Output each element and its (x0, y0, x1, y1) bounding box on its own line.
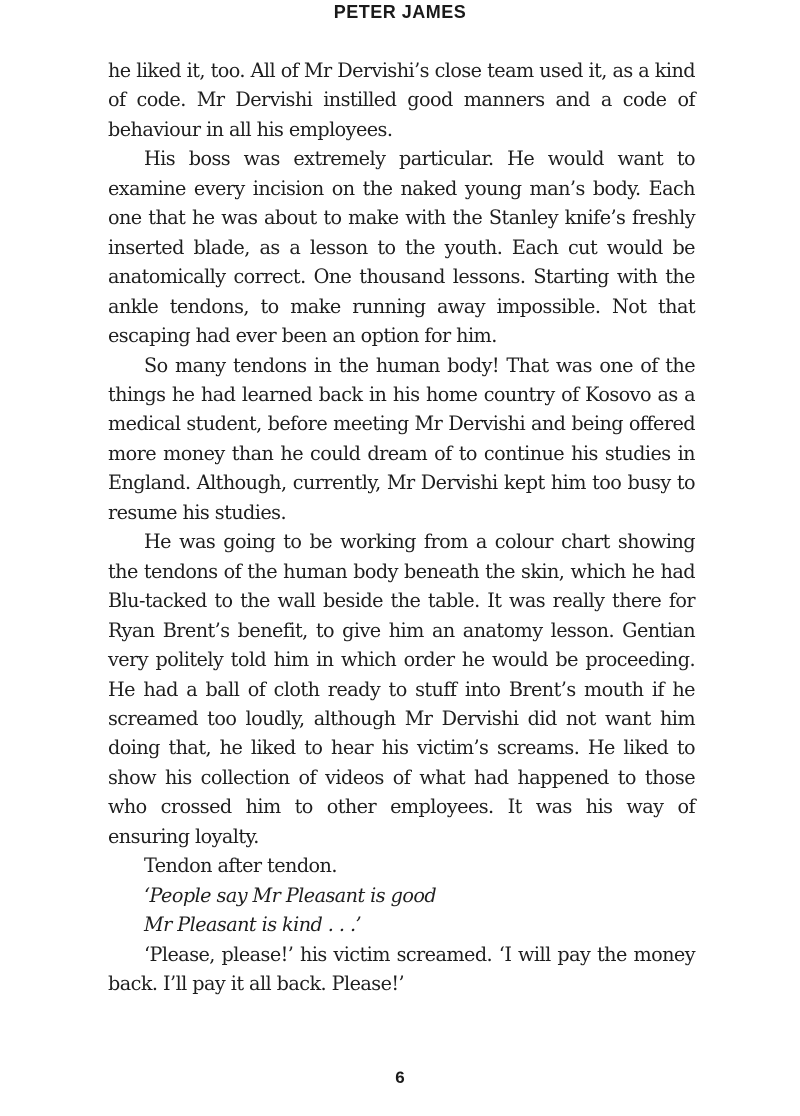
paragraph-2: His boss was extremely particular. He would want to examine every incision on the naked young man’s body. Each one that he was about to make with the Stanley knife’s freshly inserted blade, as a lesson to the youth. Each cut would be anatomically correct. One thousand lessons. Starting with the ankle tendons, to make running away impossible. Not that escaping had ever been an option for him. (108, 147, 695, 348)
paragraph-3: So many tendons in the human body! That was one of the things he had learned back in his home country of Kosovo as a medical student, before meeting Mr Dervishi and being offered more money than he could dream of to continue his studies in England. Although, currently, Mr Dervishi kept him too busy to resume his studies. (108, 353, 695, 524)
running-head: PETER JAMES (333, 2, 467, 22)
paragraph-1: he liked it, too. All of Mr Dervishi’s close team used it, as a kind of code. Mr Dervishi instilled good manners and a code of behaviour in all his employees. (108, 59, 695, 141)
verse-line-2: Mr Pleasant is kind . . .’ (144, 913, 362, 937)
paragraph-4: He was going to be working from a colour chart showing the tendons of the human body beneath the skin, which he had Blu-tacked to the wall beside the table. It was really there for Ryan Brent’s benefit, to give him an anatomy lesson. Gentian very politely told him in which order he would be proceeding. He had a ball of cloth ready to stuff into Brent’s mouth if he screamed too loudly, although Mr Dervishi did not want him doing that, he liked to hear his victim’s screams. He liked to show his collection of videos of what had happened to those who crossed him to other employees. It was his way of ensuring loyalty. (108, 530, 695, 848)
body-text (108, 56, 695, 999)
paragraph-6: ‘Please, please!’ his victim screamed. ‘I will pay the money back. I’ll pay it all back. Please!’ (108, 942, 695, 996)
paragraph-5: Tendon after tendon. (144, 854, 337, 878)
verse-line-1: ‘People say Mr Pleasant is good (144, 883, 437, 907)
page-number: 6 (395, 1068, 405, 1087)
